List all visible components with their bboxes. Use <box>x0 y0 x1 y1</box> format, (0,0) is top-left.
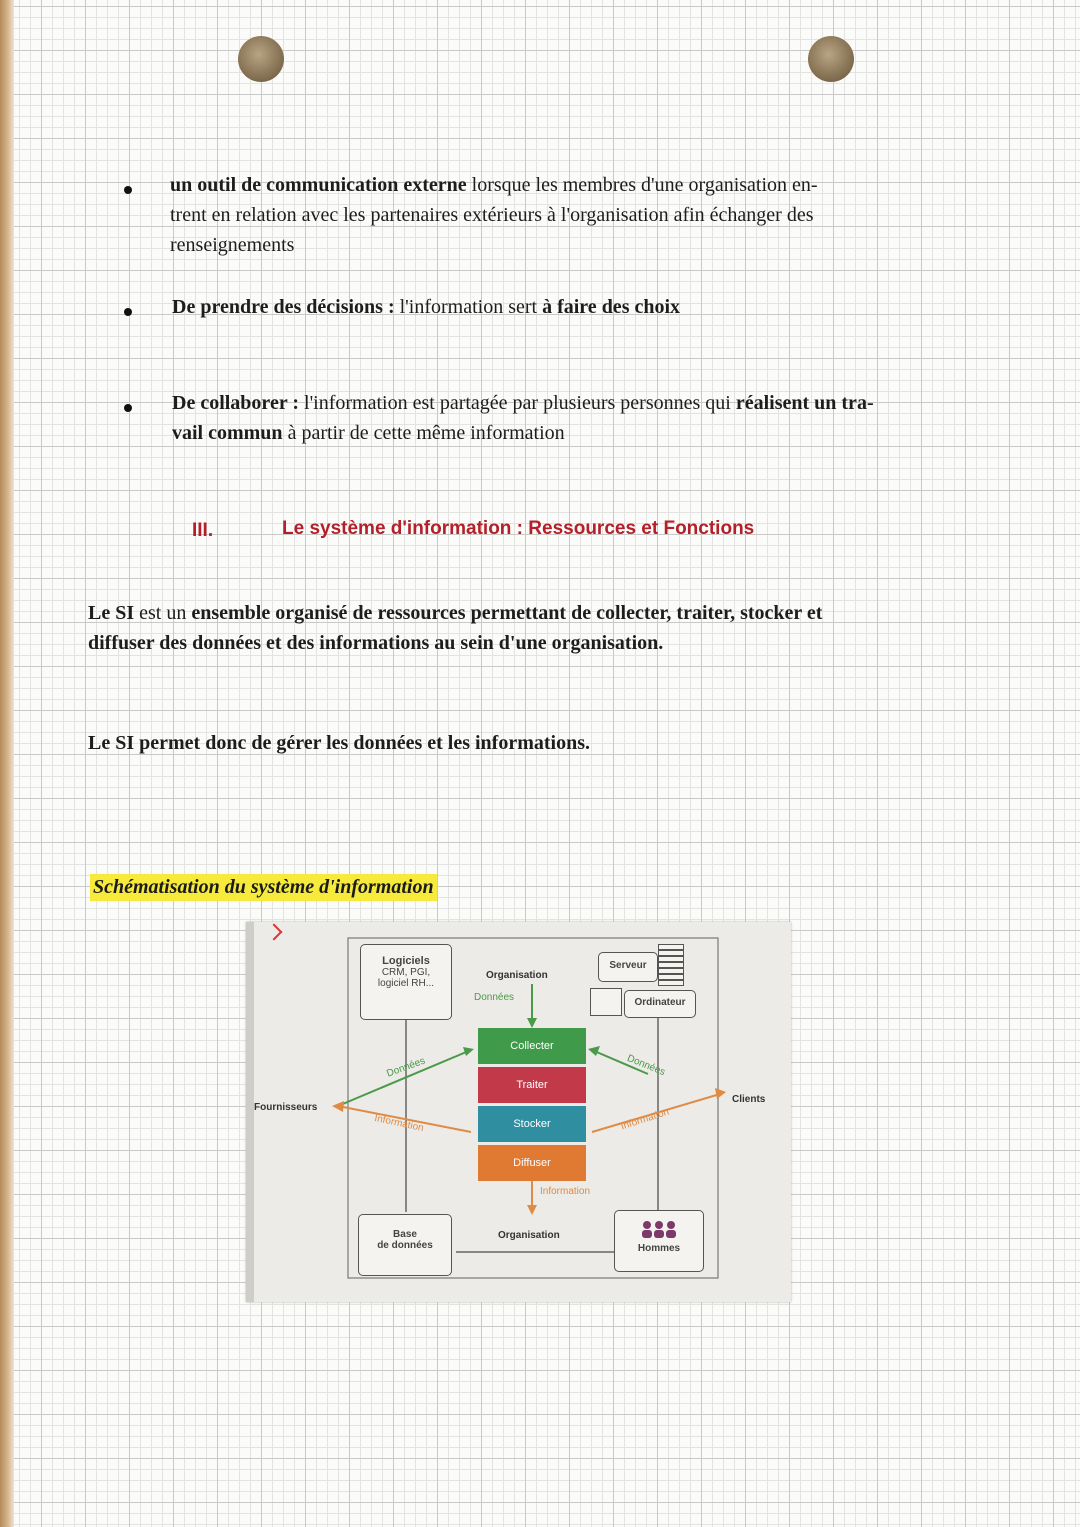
fournisseurs-label: Fournisseurs <box>254 1102 318 1113</box>
punch-hole <box>238 36 284 82</box>
de-donnees-label: de données <box>377 1240 433 1251</box>
bullet-dot <box>124 308 132 316</box>
bullet-item-1 <box>170 170 818 260</box>
information-right-label: Information <box>619 1106 671 1133</box>
page-edge <box>0 0 14 1527</box>
arrow-head <box>463 1047 474 1056</box>
definition-line2: diffuser des données et des informations au sein d'une organisation. <box>88 632 664 654</box>
computer-icon <box>590 988 622 1016</box>
bullet-item-2 <box>172 292 680 322</box>
logiciels-box <box>360 944 452 1020</box>
ordinateur-box: Ordinateur <box>624 990 696 1018</box>
logiciels-sub1: CRM, PGI, <box>381 967 431 978</box>
bullet-2-text: l'information sert <box>394 296 543 318</box>
bullet-3-bold2: réalisent un tra- <box>735 392 874 414</box>
hommes-label: Hommes <box>637 1243 681 1254</box>
definition-si: Le SI <box>88 602 135 624</box>
clients-label: Clients <box>732 1094 766 1105</box>
server-icon <box>658 944 684 986</box>
si-diagram <box>246 922 791 1302</box>
traiter-band: Traiter <box>478 1067 586 1103</box>
bullet-3-line2-text: à partir de cette même information <box>282 422 565 444</box>
stocker-band: Stocker <box>478 1106 586 1142</box>
base-de-donnees-box <box>358 1214 452 1276</box>
logiciels-sub2: logiciel RH... <box>377 978 435 989</box>
collecter-band: Collecter <box>478 1028 586 1064</box>
base-label: Base <box>393 1229 417 1240</box>
bullet-1-line2: trent en relation avec les partenaires extérieurs à l'organisation afin échanger des <box>170 204 814 226</box>
bullet-dot <box>124 186 132 194</box>
bullet-2-bold: De prendre des décisions : <box>172 296 395 318</box>
bullet-1-bold: un outil de communication externe <box>170 174 467 196</box>
information-left-label: Information <box>373 1112 425 1135</box>
bullet-1-line3: renseignements <box>170 234 295 256</box>
diffuser-band: Diffuser <box>478 1145 586 1181</box>
organisation-top-label: Organisation <box>486 970 548 981</box>
bullet-3-line2-bold: vail commun <box>172 422 283 444</box>
donnees-right-label: Données <box>625 1052 667 1079</box>
bullet-3-bold: De collaborer : <box>172 392 300 414</box>
section-number: III. <box>192 520 214 541</box>
hommes-box <box>614 1210 704 1272</box>
organisation-bottom-label: Organisation <box>498 1230 560 1241</box>
arrow-head <box>588 1046 600 1056</box>
bullet-item-3 <box>172 388 874 448</box>
bullet-1-text: lorsque les membres d'une organisation en- <box>466 174 818 196</box>
definition-connector: est un <box>134 602 192 624</box>
punch-hole <box>808 36 854 82</box>
arrow-head <box>527 1205 537 1215</box>
donnees-top-label: Données <box>474 992 515 1003</box>
bullet-2-bold2: à faire des choix <box>542 296 681 318</box>
people-icon-svg <box>639 1219 679 1239</box>
bullet-dot <box>124 404 132 412</box>
definition-paragraph <box>88 598 822 658</box>
summary-paragraph: Le SI permet donc de gérer les données et les informations. <box>88 732 590 754</box>
information-bottom-label: Information <box>540 1186 591 1197</box>
logiciels-label: Logiciels <box>382 955 430 967</box>
people-icon <box>639 1219 679 1239</box>
arrow-head <box>332 1101 344 1112</box>
definition-line1: ensemble organisé de ressources permettant de collecter, traiter, stocker et <box>191 602 823 624</box>
arrow-head <box>715 1088 726 1099</box>
arrow-head <box>527 1018 537 1028</box>
serveur-box: Serveur <box>598 952 658 982</box>
donnees-left-label: Données <box>385 1055 427 1080</box>
arrow-donnees-left <box>338 1050 471 1106</box>
schema-title: Schématisation du système d'information <box>90 874 437 901</box>
section-title: Le système d'information : Ressources et Fonctions <box>282 518 755 539</box>
bullet-3-text: l'information est partagée par plusieurs personnes qui <box>299 392 736 414</box>
